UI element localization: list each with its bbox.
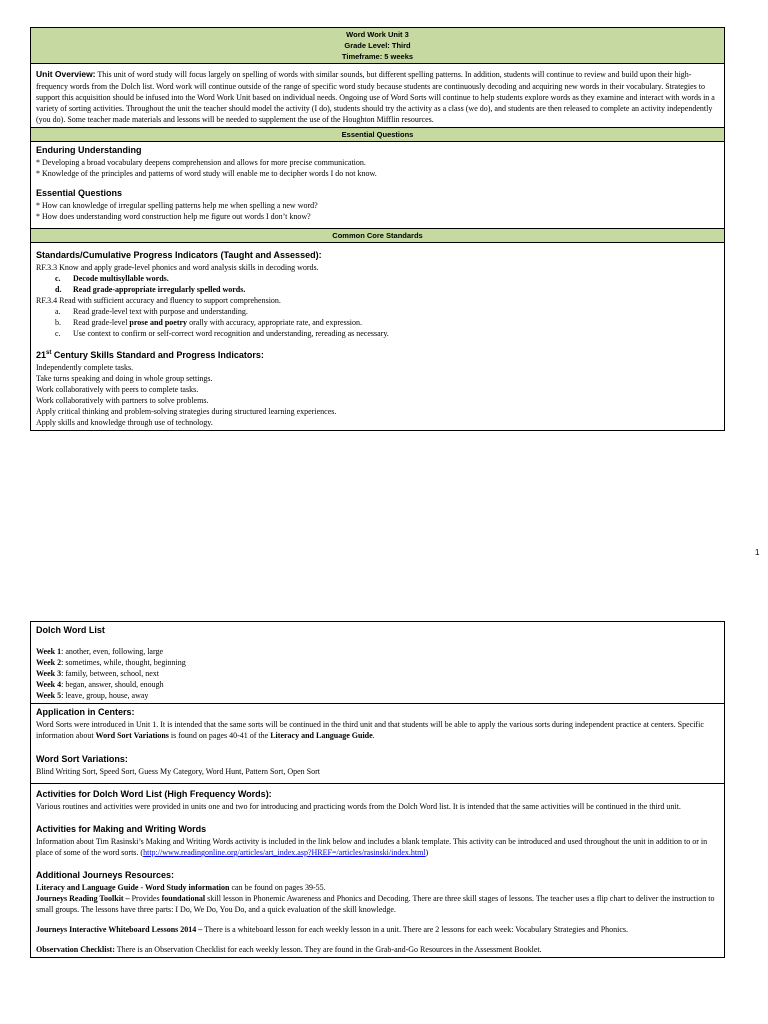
essential-item: * How can knowledge of irregular spelling patterns help me when spelling a new word? <box>36 201 318 210</box>
century-heading: 21st Century Skills Standard and Progress Indicators: <box>36 350 264 360</box>
variations-heading: Word Sort Variations: <box>36 754 128 764</box>
centers-section <box>31 703 724 783</box>
century-item: Work collaboratively with peers to complete tasks. <box>36 385 199 394</box>
dolch-week: Week 2: sometimes, while, thought, beginning <box>36 658 186 667</box>
timeframe: Timeframe: 5 weeks <box>341 52 414 61</box>
whiteboard-text: Journeys Interactive Whiteboard Lessons 2014 – There is a whiteboard lesson for each weekly lesson in a unit. There are 2 lessons for each week: Vocabulary Strategies and Phonics. <box>36 925 629 934</box>
unit-overview <box>31 63 724 127</box>
activities-text: Various routines and activities were provided in units one and two for introducing and practicing words from the Dolch Word list. It is intended that the same activities will be continued in the third unit. <box>36 802 681 811</box>
rf34-item: a. Read grade-level text with purpose and understanding. <box>55 307 248 316</box>
dolch-week: Week 4: began, answer, should, enough <box>36 680 164 689</box>
checklist-text: Observation Checklist: There is an Observation Checklist for each weekly lesson. They are found in the Grab-and-Go Resources in the Assessment Booklet. <box>36 945 542 954</box>
enduring-item: * Developing a broad vocabulary deepens comprehension and allows for more precise communication. <box>36 158 366 167</box>
dolch-week: Week 1: another, even, following, large <box>36 647 164 656</box>
variations-list: Blind Writing Sort, Speed Sort, Guess My Category, Word Hunt, Pattern Sort, Open Sort <box>36 767 320 776</box>
activities-heading: Activities for Dolch Word List (High Frequency Words): <box>36 789 272 799</box>
overview-label: Unit Overview: <box>36 69 96 79</box>
standards-heading: Standards/Cumulative Progress Indicators (Taught and Assessed): <box>36 250 322 260</box>
century-item: Take turns speaking and doing in whole group settings. <box>36 374 213 383</box>
dolch-section <box>31 622 724 703</box>
essential-section <box>31 141 724 228</box>
rf33-item: d. Read grade-appropriate irregularly spelled words. <box>55 285 246 294</box>
essential-item: * How does understanding word construction help me figure out words I don’t know? <box>36 212 311 221</box>
century-item: Work collaboratively with partners to solve problems. <box>36 396 209 405</box>
rf34-item: b. Read grade-level prose and poetry orally with accuracy, appropriate rate, and expression. <box>55 318 363 327</box>
unit-table <box>30 27 725 431</box>
rf33-text: RF.3.3 Know and apply grade-level phonics and word analysis skills in decoding words. <box>36 263 319 272</box>
essential-heading: Essential Questions <box>36 188 123 198</box>
rf34-item: c. Use context to confirm or self-correct word recognition and understanding, rereading as necessary. <box>55 329 389 338</box>
overview-text: This unit of word study will focus largely on spelling of words with similar sounds, but different spelling patterns. In addition, students will continue to review and build upon their high-frequency words from the Dolch list. Word work will continue outside of the range of specific word study because students are continuously decoding and acquiring new words in their vocabulary. Strategies to support this acquisition should be infused into the Word Work Unit based on individual needs. Ongoing use of Word Sorts will continue to help students explore words as they examine and interact with words in a variety of sorting activities. Throughout the unit the teacher should model the activity (I do), students should try the activity as a class (we do), and students are then released to complete an activity independently (you do). Some teacher made materials and lessons will be needed to supplement the use of the Houghton Mifflin resources. <box>36 70 715 124</box>
century-item: Independently complete tasks. <box>36 363 134 372</box>
century-item: Apply skills and knowledge through use of technology. <box>36 418 213 427</box>
centers-heading: Application in Centers: <box>36 707 135 717</box>
centers-text: Word Sorts were introduced in Unit 1. It is intended that the same sorts will be continued in the third unit and that students will be able to apply the various sorts during independent practice at centers. Specific information about Word Sort Variations is found on pages 40-41 of the Literacy and Language Guide. <box>36 720 704 740</box>
making-words-text: Information about Tim Rasinski’s Making and Writing Words activity is included in the link below and includes a blank template. This activity can be introduced and used throughout the unit in addition to or in place of some of the word sorts. (http://www.readingonline.org/articles/art_index.asp?HREF=/articles/rasinski/index.html) <box>36 837 708 857</box>
rasinski-link[interactable]: http://www.readingonline.org/articles/art_index.asp?HREF=/articles/rasinski/index.html <box>143 848 426 857</box>
unit-title: Word Work Unit 3 <box>346 30 409 39</box>
enduring-heading: Enduring Understanding <box>36 145 142 155</box>
rf34-text: RF.3.4 Read with sufficient accuracy and fluency to support comprehension. <box>36 296 281 305</box>
unit-header <box>31 28 724 63</box>
standards-section <box>31 242 724 430</box>
century-item: Apply critical thinking and problem-solving strategies during structured learning experiences. <box>36 407 337 416</box>
making-words-heading: Activities for Making and Writing Words <box>36 824 207 834</box>
dolch-week: Week 5: leave, group, house, away <box>36 691 149 700</box>
toolkit-text: Journeys Reading Toolkit – Provides foundational skill lesson in Phonemic Awareness and Phonics and Decoding. There are three skill stages of lessons. The teacher uses a flip chart to deliver the instruction to small groups. The lessons have three parts: I Do, We Do, You Do, and a quick evaluation of the skill knowledge. <box>36 894 715 914</box>
essential-questions-bar: Essential Questions <box>31 127 724 141</box>
journeys-heading: Additional Journeys Resources: <box>36 870 175 880</box>
rf33-item: c. Decode multisyllable words. <box>55 274 169 283</box>
resources-table <box>30 621 725 958</box>
enduring-item: * Knowledge of the principles and patterns of word study will enable me to decipher words I do not know. <box>36 169 377 178</box>
activities-section <box>31 783 724 957</box>
llg-text: Literacy and Language Guide - Word Study information can be found on pages 39-55. <box>36 883 326 892</box>
common-core-bar: Common Core Standards <box>31 228 724 242</box>
grade-level: Grade Level: Third <box>344 41 411 50</box>
page-number: 1 <box>755 548 760 557</box>
dolch-heading: Dolch Word List <box>36 625 105 635</box>
dolch-week: Week 3: family, between, school, next <box>36 669 160 678</box>
